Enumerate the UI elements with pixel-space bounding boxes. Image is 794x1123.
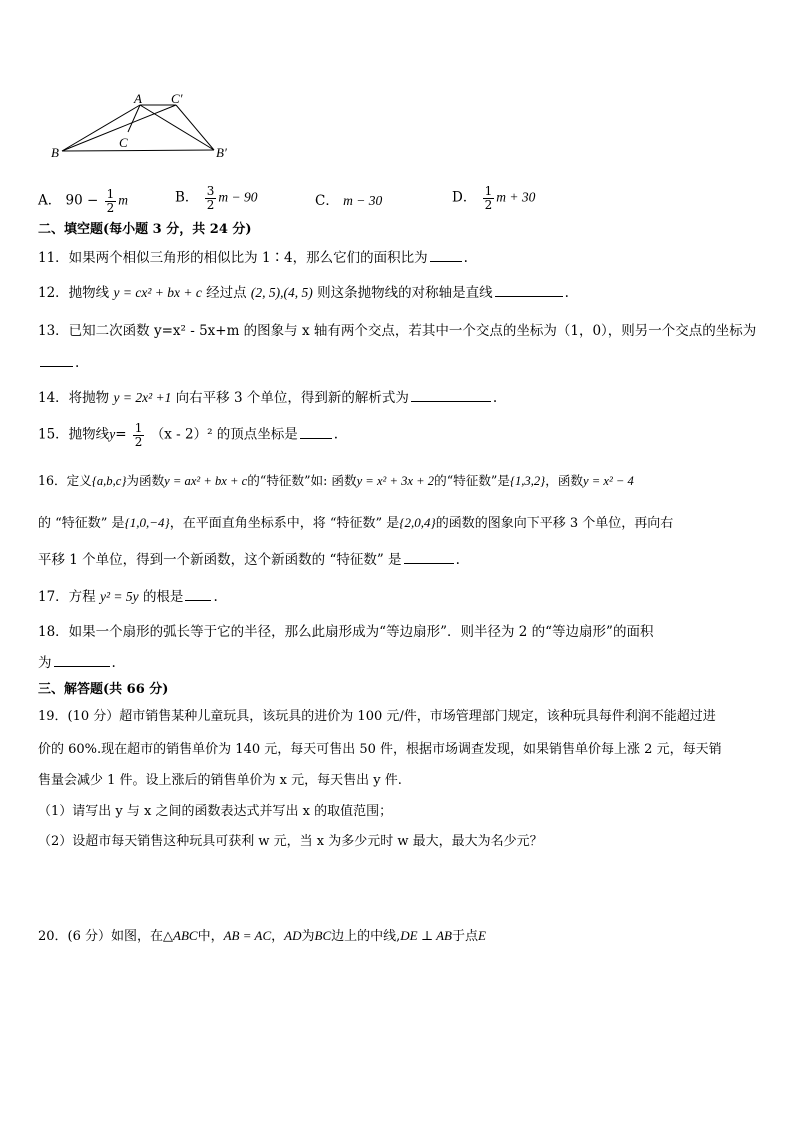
q10-option-c: C． m − 30 [315,193,383,209]
label-A: A [134,92,142,106]
question-19-line-2: 价的 60%.现在超市的销售单价为 140 元，每天可售出 50 件，根据市场调查发现，如果销售单价每上涨 2 元，每天销 [38,742,722,757]
question-16-line-2: 的 “特征数” 是{1,0,−4}，在平面直角坐标系中，将 “特征数” 是{2,0,4}的函数的图象向下平移 3 个单位，再向右 [38,515,674,531]
q10-option-d: D． $\frac{1}{2}$ m + 30 [452,184,536,212]
section-title-solutions: 三、解答题(共 66 分) [38,682,169,697]
question-19-part-1: （1）请写出 y 与 x 之间的函数表达式并写出 x 的取值范围； [38,804,393,819]
question-18: 18．如果一个扇形的弧长等于它的半径，那么此扇形成为“等边扇形”．则半径为 2 的“等边扇形”的面积 [38,624,654,640]
label-B: B [51,145,59,160]
label-B-prime: B′ [216,145,227,160]
q10-option-b: B． $\frac{3}{2}$ m − 90 [175,184,258,212]
question-13: 13．已知二次函数 y=x² - 5x+m 的图象与 x 轴有两个交点，若其中一个交点的坐标为（1，0），则另一个交点的坐标为 [38,323,757,339]
question-17: 17．方程 y² = 5y 的根是 . [38,589,218,605]
question-15: 15．抛物线y= $\frac{1}{2}$ （x - 2）² 的顶点坐标是 . [38,421,339,449]
label-C: C [119,135,128,150]
label-C-prime: C′ [171,92,183,106]
question-19-line-1: 19．(10 分）超市销售某种儿童玩具，该玩具的进价为 100 元/件，市场管理部门规定，该种玩具每件利润不能超过进 [38,709,716,724]
question-16-line-1: 16．定义{a,b,c}为函数y = ax² + bx + c的“特征数”如: 函数y = x² + 3x + 2的“特征数”是{1,3,2}，函数y = x² − 4 [38,473,634,488]
question-12: 12．抛物线 y = cx² + bx + c 经过点 (2, 5),(4, 5) 则这条抛物线的对称轴是直线 . [38,285,569,301]
question-18-line-2: 为 . [38,655,116,671]
segment-Cprime-Bprime [176,105,214,150]
segment-B-Bprime [62,150,214,151]
question-14: 14．将抛物 y = 2x² +1 向右平移 3 个单位，得到新的解析式为 . [38,390,498,406]
question-11: 11．如果两个相似三角形的相似比为 1∶4，那么它们的面积比为 . [38,250,468,266]
question-19-line-3: 售量会减少 1 件。设上涨后的销售单价为 x 元，每天售出 y 件. [38,773,402,788]
question-16-line-3: 平移 1 个单位，得到一个新函数，这个新函数的 “特征数” 是 . [38,552,460,568]
section-title-fill-in: 二、填空题(每小题 3 分，共 24 分) [38,222,252,237]
triangle-figure [40,92,240,162]
question-13-answer-line: . [38,355,79,371]
question-20: 20．(6 分）如图，在△ABC中，AB = AC，AD为BC边上的中线,DE ⊥ AB于点E [38,928,486,944]
segment-A-Bprime [140,105,214,150]
segment-B-A [62,105,140,151]
q10-option-a: A． 90 − $\frac{1}{2}$ m [38,187,129,215]
question-19-part-2: （2）设超市每天销售这种玩具可获利 w 元，当 x 为多少元时 w 最大，最大为名少元？ [38,834,543,849]
